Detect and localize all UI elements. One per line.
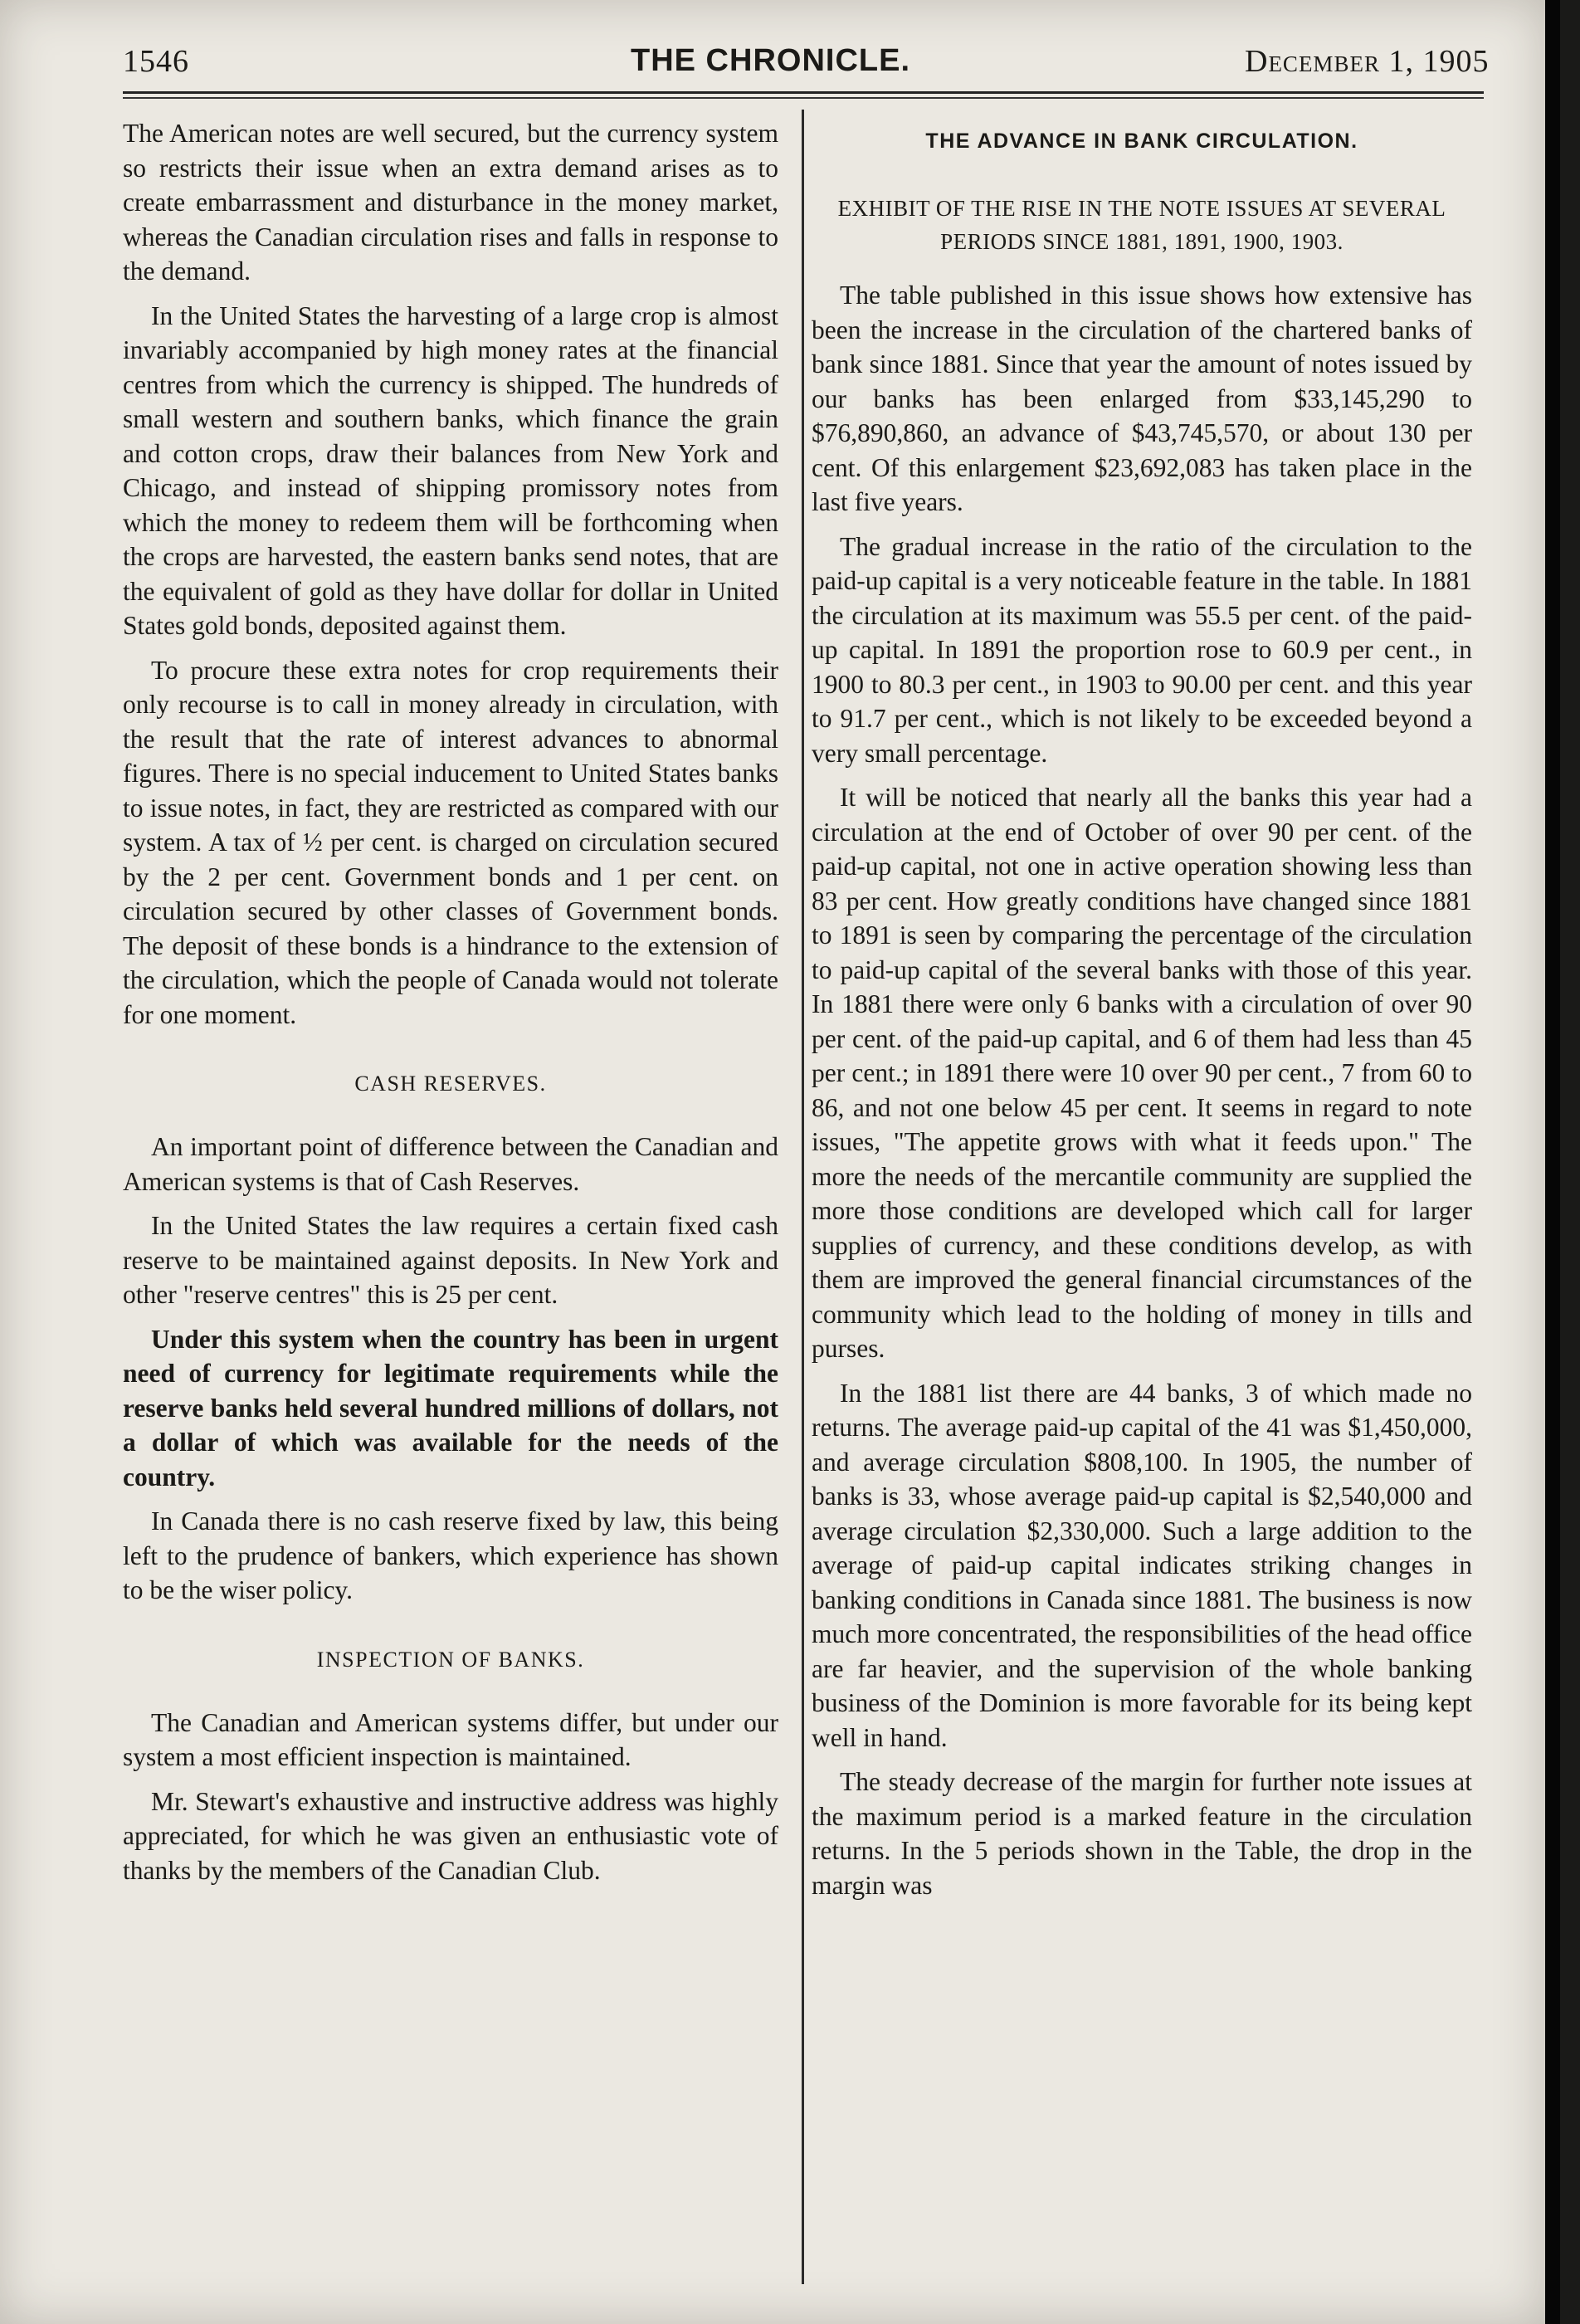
paragraph: The table published in this issue shows how extensive has been the increase in the circulation of the chartered banks of bank since 1881. Since that year the amount of notes issued by our banks has been enlarged from $33,145,290 to $76,890,860, an advance of $43,745,570, or about 130 per cent. Of this enlargement $23,692,083 has taken place in the last five years. [812, 281, 1472, 516]
section-heading-inspection: INSPECTION OF BANKS. [316, 1647, 585, 1672]
paragraph: The steady decrease of the margin for further note issues at the maximum period is a marked feature in the circulation returns. In the 5 periods shown in the Table, the drop in the margin was [812, 1767, 1472, 1900]
column-divider [802, 110, 804, 2284]
paragraph: Under this system when the country has been in urgent need of currency for legitimate requirements while the reserve banks held several hundred millions of dollars, not a dollar of which was available for the needs of the country. [123, 1324, 778, 1492]
right-column [812, 116, 1472, 1912]
adjacent-page-edge [1560, 0, 1580, 2324]
section-heading-cash-reserves: CASH RESERVES. [354, 1072, 547, 1096]
paragraph: An important point of difference between the Canadian and American systems is that of Cash Reserves. [123, 1132, 778, 1196]
header-rule [123, 91, 1484, 99]
paragraph: The American notes are well secured, but the currency system so restricts their issue when an extra demand arises as to create embarrassment and disturbance in the money market, whereas the Canadian circulation rises and falls in response to the demand. [123, 119, 778, 286]
paragraph: The gradual increase in the ratio of the circulation to the paid-up capital is a very noticeable feature in the table. In 1881 the circulation at its maximum was 55.5 per cent. of the paid-up capital. In 1891 the proportion rose to 60.9 per cent., in 1900 to 80.3 per cent., in 1903 to 90.00 per cent. and this year to 91.7 per cent., which is not likely to be exceeded beyond a very small percentage. [812, 531, 1472, 768]
article-title: THE ADVANCE IN BANK CIRCULATION. [925, 129, 1358, 153]
paragraph: In the United States the law requires a certain fixed cash reserve to be maintained against deposits. In New York and other "reserve centres" this is 25 per cent. [123, 1211, 778, 1309]
page-number: 1546 [123, 44, 189, 79]
paragraph: In Canada there is no cash reserve fixed by law, this being left to the prudence of bankers, which experience has shown to be the wiser policy. [123, 1506, 778, 1604]
paragraph: Mr. Stewart's exhaustive and instructive address was highly appreciated, for which he was given an enthusiastic vote of thanks by the members of the Canadian Club. [123, 1786, 778, 1885]
paragraph: It will be noticed that nearly all the banks this year had a circulation at the end of October of over 90 per cent. of the paid-up capital, not one in active operation showing less than 83 per cent. How greatly conditions have changed since 1881 to 1891 is seen by comparing the percentage of the circulation to paid-up capital of the several banks with those of this year. In 1881 there were only 6 banks with a circulation of over 90 per cent. of the paid-up capital, and 6 of them had less than 45 per cent.; in 1891 there were 10 over 90 per cent., 7 from 60 to 86, and not one below 45 per cent. It seems in regard to note issues, "The appetite grows with what it feeds upon." The more the needs of the mercantile community are supplied the more those conditions are developed which call for larger supplies of currency, and these conditions develop, as with them are improved the general financial circumstances of the community which lead to the holding of money in tills and purses. [812, 783, 1472, 1363]
issue-date: December 1, 1905 [1245, 44, 1490, 79]
paragraph: In the 1881 list there are 44 banks, 3 of which made no returns. The average paid-up capital of the 41 was $1,450,000, and average circulation $808,100. In 1905, the number of banks is 33, whose average paid-up capital is $2,540,000 and average circulation $2,330,000. Such a large addition to the average of paid-up capital indicates striking changes in banking conditions in Canada since 1881. The business is now much more concentrated, the responsibilities of the head office are far heavier, and the supervision of the whole banking business of the Dominion is more favorable for its being kept well in hand. [812, 1378, 1472, 1752]
paragraph: In the United States the harvesting of a large crop is almost invariably accompanied by high money rates at the financial centres from which the currency is shipped. The hundreds of small western and southern banks, which finance the grain and cotton crops, draw their balances from New York and Chicago, and instead of shipping promissory notes from which the money to redeem them will be forthcoming when the crops are harvested, the eastern banks send notes, that are the equivalent of gold as they have dollar for dollar in United States gold bonds, deposited against them. [123, 300, 778, 640]
journal-title: THE CHRONICLE. [631, 43, 910, 78]
left-column [123, 116, 778, 1897]
paragraph: To procure these extra notes for crop requirements their only recourse is to call in money already in circulation, with the result that the rate of interest advances to abnormal figures. There is no special inducement to United States banks to issue notes, in fact, they are restricted as compared with our system. A tax of ½ per cent. is charged on circulation secured by the 2 per cent. Government bonds and 1 per cent. on circulation secured by other classes of Government bonds. The deposit of these bonds is a hindrance to the extension of the circulation, which the people of Canada would not tolerate for one moment. [123, 655, 778, 1029]
paragraph: The Canadian and American systems differ, but under our system a most efficient inspection is maintained. [123, 1707, 778, 1771]
article-subtitle: EXHIBIT OF THE RISE IN THE NOTE ISSUES AT SEVERAL PERIODS SINCE 1881, 1891, 1900, 1903. [837, 196, 1446, 254]
